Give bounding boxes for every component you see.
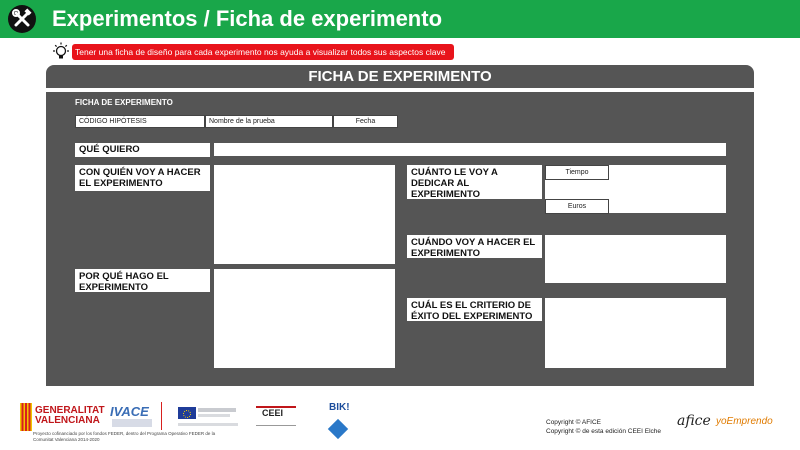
ivace-logo: IVACE [110, 404, 149, 419]
ficha-inner-title: FICHA DE EXPERIMENTO [75, 98, 173, 107]
por-que-label: POR QUÉ HAGO EL EXPERIMENTO [75, 269, 210, 292]
que-quiero-label: QUÉ QUIERO [75, 143, 210, 157]
euros-field[interactable]: Euros [545, 199, 609, 214]
cuando-label: CUÁNDO VOY A HACER EL EXPERIMENTO [407, 235, 542, 258]
gva-logo-icon [20, 403, 32, 431]
gva-line1: GENERALITAT [35, 405, 105, 416]
page-title: Experimentos / Ficha de experimento [52, 6, 443, 31]
tiempo-field[interactable]: Tiempo [545, 165, 609, 180]
ficha-header: FICHA DE EXPERIMENTO [46, 65, 754, 88]
por-que-input[interactable] [214, 269, 395, 368]
gva-logo-text [35, 406, 105, 426]
funding-note: Proyecto cofinanciado por los fondos FEDER, dentro del Programa Operativo FEDER de la Comunitat Valenciana 2014-2020 [33, 431, 216, 442]
eu-flag-icon [178, 407, 196, 419]
eu-caption-bar [178, 423, 238, 426]
afice-logo: afice [677, 413, 711, 429]
que-quiero-input[interactable] [214, 143, 726, 156]
codigo-hipotesis-field[interactable]: CÓDIGO HIPÓTESIS [75, 115, 205, 128]
cuando-input[interactable] [545, 235, 726, 283]
copyright-ceei: Copyright © de esta edición CEEI Elche [546, 428, 661, 435]
bik-cube-icon [328, 419, 348, 439]
eu-text-bar-2 [198, 414, 230, 417]
con-quien-label: CON QUIÉN VOY A HACER EL EXPERIMENTO [75, 165, 210, 191]
ivace-subtitle-bar [112, 419, 152, 427]
logo-divider [161, 402, 162, 430]
con-quien-input[interactable] [214, 165, 395, 264]
criterio-input[interactable] [545, 298, 726, 368]
copyright-afice: Copyright © AFICE [546, 419, 602, 426]
gva-line2: VALENCIANA [35, 415, 100, 426]
fecha-field[interactable]: Fecha [333, 115, 398, 128]
eu-text-bar [198, 408, 236, 412]
nombre-prueba-field[interactable]: Nombre de la prueba [205, 115, 333, 128]
ceei-logo-text: CEEI [262, 408, 284, 418]
tools-icon [8, 5, 36, 33]
yoemprendo-logo: yoEmprendo [716, 416, 773, 427]
criterio-label: CUÁL ES EL CRITERIO DE ÉXITO DEL EXPERIMENTO [407, 298, 542, 321]
cuanto-label: CUÁNTO LE VOY A DEDICAR AL EXPERIMENTO [407, 165, 542, 199]
tip-banner: Tener una ficha de diseño para cada experimento nos ayuda a visualizar todos sus aspectos clave [72, 44, 454, 60]
bik-logo-text: BIK! [329, 402, 350, 413]
lightbulb-icon [52, 42, 70, 62]
